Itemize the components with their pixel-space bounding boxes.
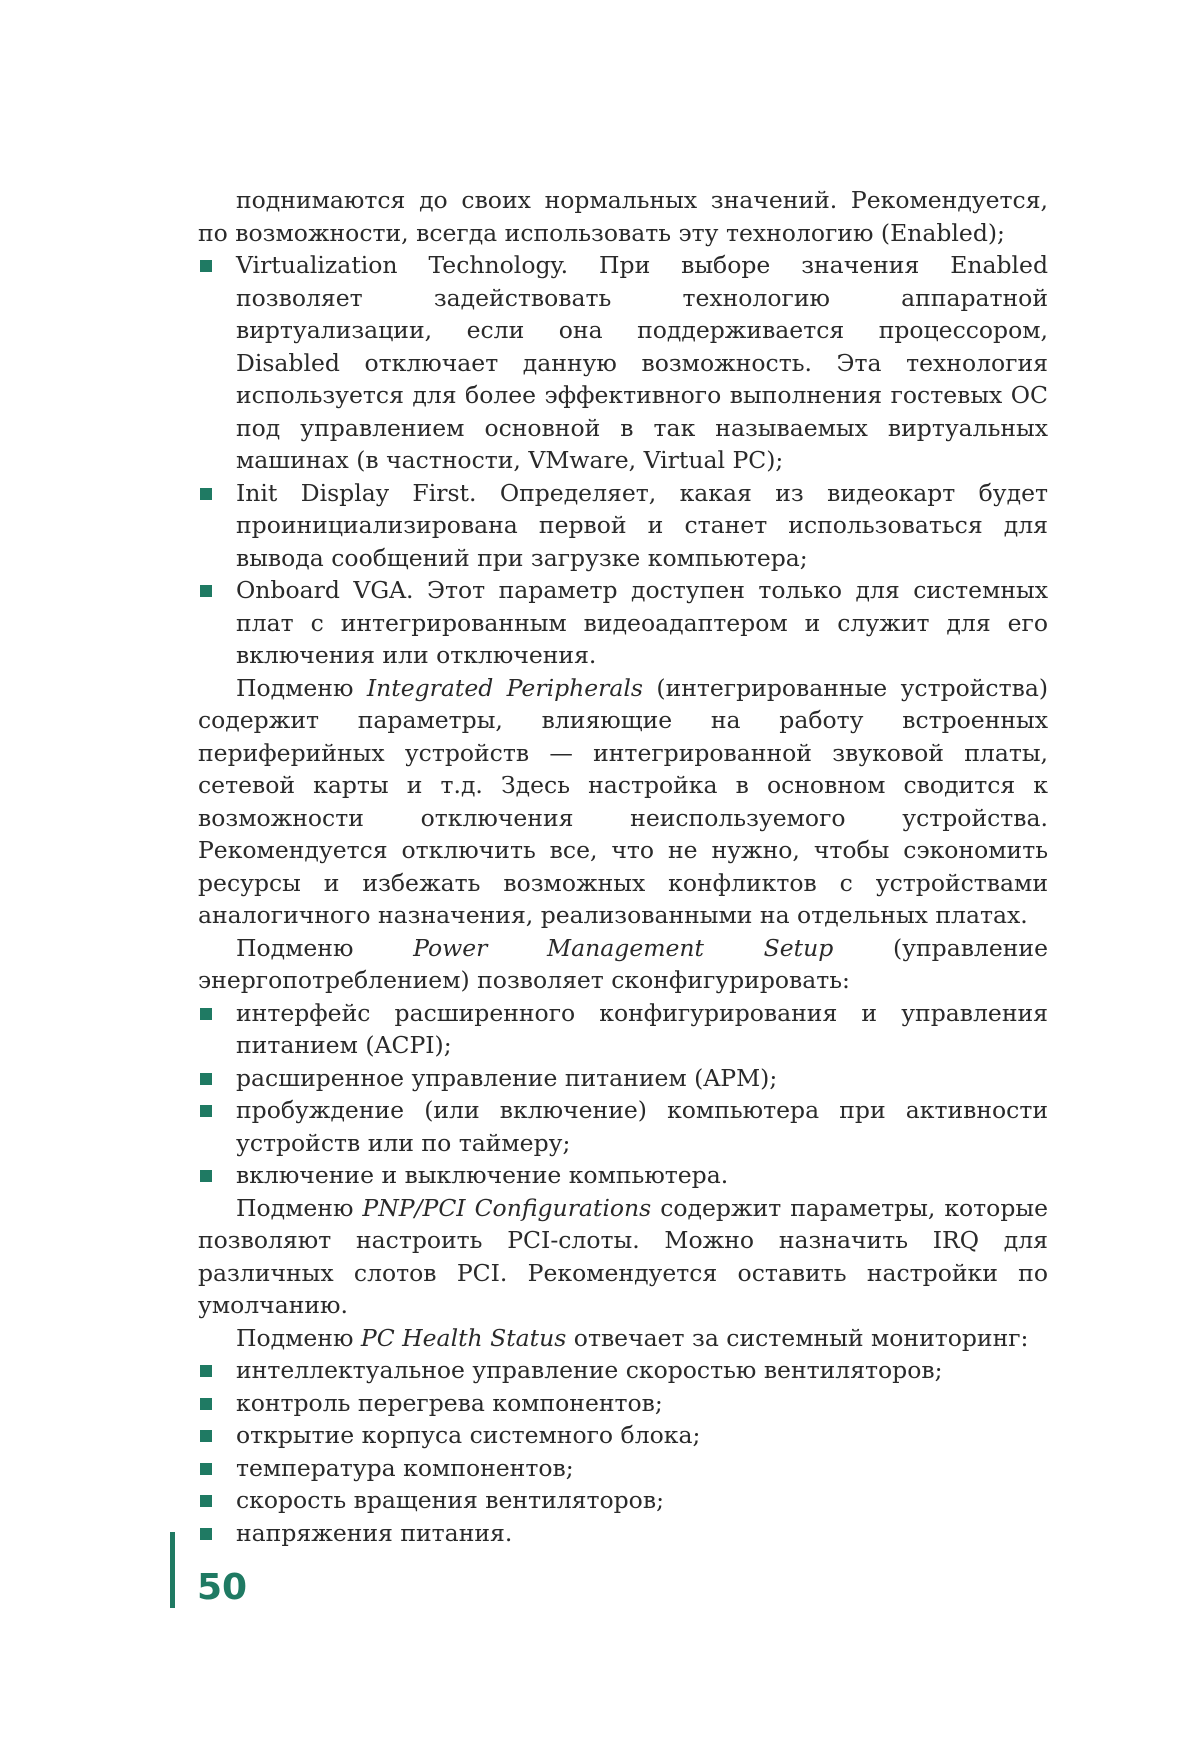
list-item: контроль перегрева компонентов; (236, 1387, 1048, 1420)
list-item: напряжения питания. (236, 1517, 1048, 1550)
list-item: открытие корпуса системного блока; (236, 1419, 1048, 1452)
paragraph-integrated-peripherals: Подменю Integrated Peripherals (интегрированные устройства) содержит параметры, влияющие на работу встроенных периферийных устройств — интегрированной звуковой платы, сетевой карты и т.д. Здесь настройка в основном сводится к возможности отключения неиспользуемого устройства. Рекомендуется отключить все, что не нужно, чтобы сэкономить ресурсы и избежать возможных конфликтов с устройствами аналогичного назначения, реализованными на отдельных платах. (198, 673, 1048, 929)
paragraph-power-management: Подменю Power Management Setup (управление энергопотреблением) позволяет сконфигурировать: (198, 933, 1049, 994)
list-item: скорость вращения вентиляторов; (236, 1484, 1048, 1517)
list-item: включение и выключение компьютера. (236, 1159, 1048, 1192)
list-item: температура компонентов; (236, 1452, 1048, 1485)
power-options-list (198, 997, 1048, 1192)
list-item: расширенное управление питанием (APM); (236, 1062, 1048, 1095)
page-number: 50 (197, 1567, 248, 1608)
square-bullet-icon (200, 1398, 212, 1410)
square-bullet-icon (200, 585, 212, 597)
page-body (198, 184, 1048, 1549)
square-bullet-icon (200, 1430, 212, 1442)
monitoring-list (198, 1354, 1048, 1549)
square-bullet-icon (200, 1463, 212, 1475)
square-bullet-icon (200, 1008, 212, 1020)
square-bullet-icon (200, 260, 212, 272)
bios-options-list (198, 249, 1048, 672)
page-number-bar (170, 1532, 175, 1608)
list-item: Virtualization Technology. При выборе значения Enabled позволяет задействовать технологию аппаратной виртуализации, если она поддерживается процессором, Disabled отключает данную возможность. Эта технология используется для более эффективного выполнения гостевых ОС под управлением основной в так называемых виртуальных машинах (в частности, VMware, Virtual PC); (236, 249, 1048, 477)
square-bullet-icon (200, 1495, 212, 1507)
paragraph-health-status: Подменю PC Health Status отвечает за системный мониторинг: (236, 1323, 1029, 1352)
square-bullet-icon (200, 1365, 212, 1377)
paragraph-continued: поднимаются до своих нормальных значений. Рекомендуется, по возможности, всегда использовать эту технологию (Enabled); (198, 186, 1048, 247)
square-bullet-icon (200, 488, 212, 500)
paragraph-pnp-pci: Подменю PNP/PCI Configurations содержит параметры, которые позволяют настроить PCI-слоты. Можно назначить IRQ для различных слотов PCI. Рекомендуется оставить настройки по умолчанию. (198, 1193, 1048, 1319)
square-bullet-icon (200, 1528, 212, 1540)
list-item: интерфейс расширенного конфигурирования и управления питанием (ACPI); (236, 997, 1048, 1062)
square-bullet-icon (200, 1170, 212, 1182)
square-bullet-icon (200, 1073, 212, 1085)
list-item: Onboard VGA. Этот параметр доступен только для системных плат с интегрированным видеоадаптером и служит для его включения или отключения. (236, 574, 1048, 672)
list-item: интеллектуальное управление скоростью вентиляторов; (236, 1354, 1048, 1387)
list-item: пробуждение (или включение) компьютера при активности устройств или по таймеру; (236, 1094, 1048, 1159)
square-bullet-icon (200, 1105, 212, 1117)
list-item: Init Display First. Определяет, какая из видеокарт будет проинициализирована первой и станет использоваться для вывода сообщений при загрузке компьютера; (236, 477, 1048, 575)
